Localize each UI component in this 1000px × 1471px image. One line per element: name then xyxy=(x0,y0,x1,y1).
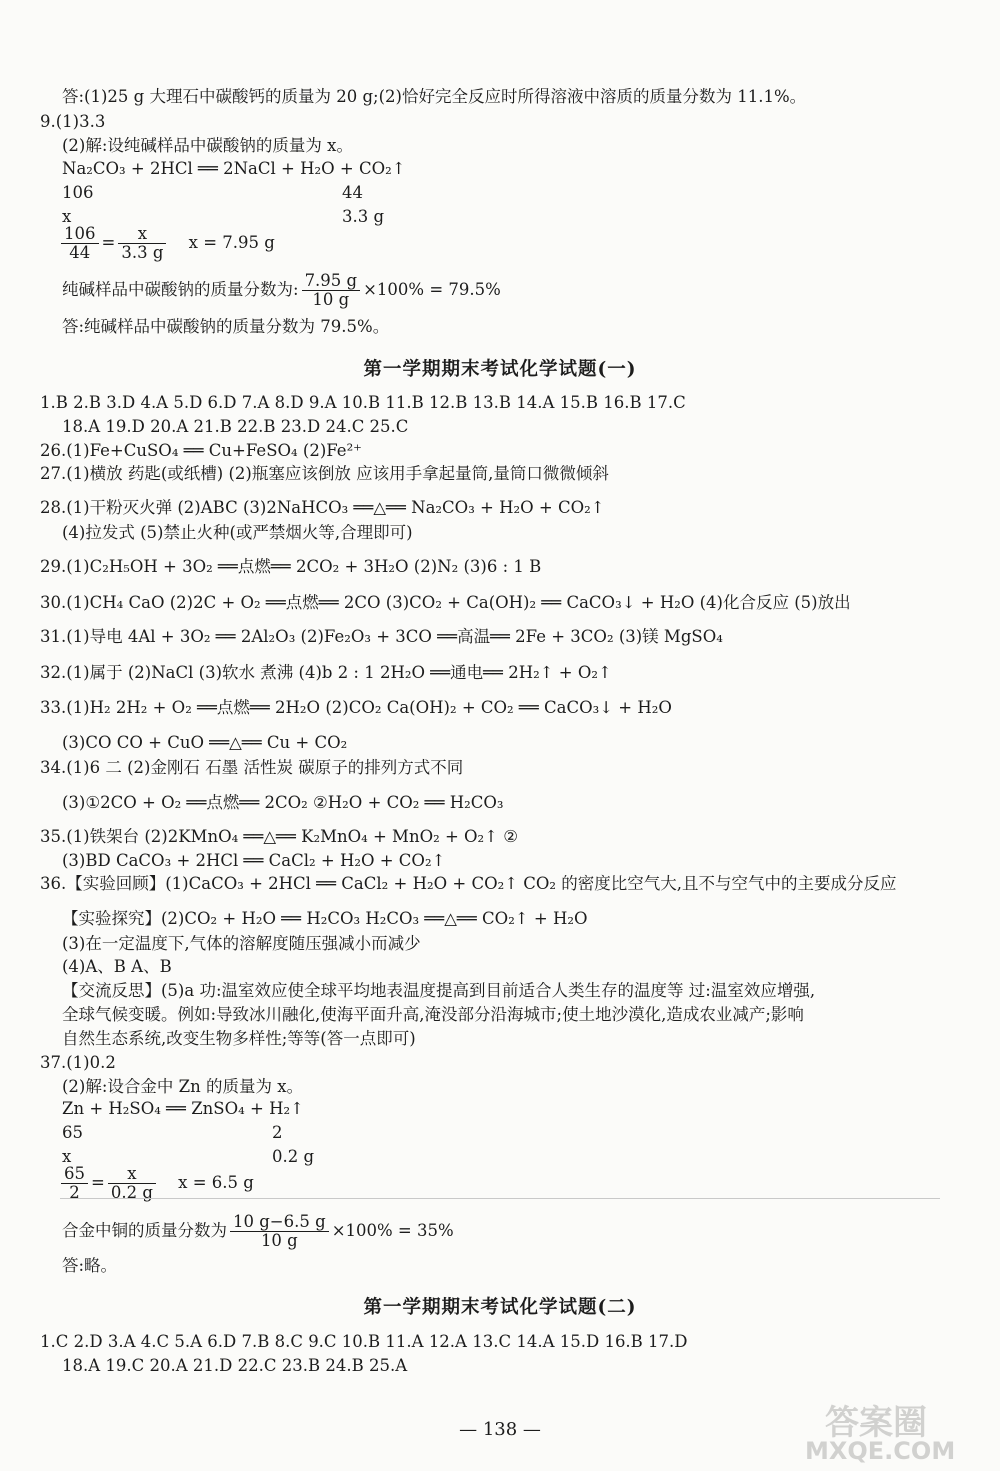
answer-30: 30.(1)CH₄ CaO (2)2C + O₂ ══点燃══ 2CO (3)CO₂ + Ca(OH)₂ ══ CaCO₃↓ + H₂O (4)化合反应 (5)放出 xyxy=(40,593,851,612)
given-right: 0.2 g xyxy=(272,1147,315,1166)
page-number: — 138 — xyxy=(459,1419,541,1440)
answer-line-8: 答:(1)25 g 大理石中碳酸钙的质量为 20 g;(2)恰好完全反应时所得溶液中溶质的质量分数为 11.1%。 xyxy=(62,87,807,106)
result-value: x = 6.5 g xyxy=(178,1173,254,1192)
answer-36-reflect-cont-2: 自然生态系统,改变生物多样性;等等(答一点即可) xyxy=(62,1029,416,1048)
answer-36-part-4: (4)A、B A、B xyxy=(62,957,172,976)
answer-36-reflect: 【交流反思】(5)a 功:温室效应使全球平均地表温度提高到目前适合人类生存的温度等 过:温室效应增强, xyxy=(62,981,816,1000)
unknown-left: x xyxy=(62,207,72,226)
given-right: 3.3 g xyxy=(342,207,385,226)
answer-37-equation: Zn + H₂SO₄ ══ ZnSO₄ + H₂↑ xyxy=(62,1099,304,1118)
result-value: x = 7.95 g xyxy=(188,233,275,252)
equation-line: Na₂CO₃ + 2HCl ══ 2NaCl + H₂O + CO₂↑ xyxy=(62,159,406,178)
answer-31: 31.(1)导电 4Al + 3O₂ ══ 2Al₂O₃ (2)Fe₂O₃ + 3CO ══高温══ 2Fe + 3CO₂ (3)镁 MgSO₄ xyxy=(40,627,723,646)
answer-33-cont: (3)CO CO + CuO ══△══ Cu + CO₂ xyxy=(62,733,348,752)
molar-mass-right: 2 xyxy=(272,1123,283,1142)
answer-36-explore: 【实验探究】(2)CO₂ + H₂O ══ H₂CO₃ H₂CO₃ ══△══ CO₂↑ + H₂O xyxy=(62,909,588,928)
fraction: $\frac{x}{3.3 g}$ xyxy=(118,225,166,262)
answer-36-reflect-cont-1: 全球气候变暖。例如:导致冰川融化,使海平面升高,淹没部分沿海城市;使土地沙漠化,造成农业减产;影响 xyxy=(62,1005,804,1024)
question-9-part-1: 9.(1)3.3 xyxy=(40,112,106,131)
proportion-line: $\frac{65}{2}$ = $\frac{x}{0.2 g}$ x = 6.5 g xyxy=(58,1165,254,1202)
copper-fraction-label: 合金中铜的质量分数为 xyxy=(62,1221,227,1240)
divider xyxy=(60,1198,940,1199)
molar-mass-left: 65 xyxy=(62,1123,83,1142)
answer-37-part-1: 37.(1)0.2 xyxy=(40,1053,116,1072)
mc-answers-row-2: 18.A 19.D 20.A 21.B 22.B 23.D 24.C 25.C xyxy=(62,417,409,436)
answer-35-cont: (3)BD CaCO₃ + 2HCl ══ CaCl₂ + H₂O + CO₂↑ xyxy=(62,851,446,870)
answer-32: 32.(1)属于 (2)NaCl (3)软水 煮沸 (4)b 2 : 1 2H₂O ══通电══ 2H₂↑ + O₂↑ xyxy=(40,663,612,682)
watermark-logo xyxy=(780,1395,990,1465)
mass-fraction-label: 纯碱样品中碳酸钠的质量分数为: xyxy=(62,280,299,299)
answer-37-solution: (2)解:设合金中 Zn 的质量为 x。 xyxy=(62,1077,304,1096)
answer-36: 36.【实验回顾】(1)CaCO₃ + 2HCl ══ CaCl₂ + H₂O + CO₂↑ CO₂ 的密度比空气大,且不与空气中的主要成分反应 xyxy=(40,874,897,893)
answer-29: 29.(1)C₂H₅OH + 3O₂ ══点燃══ 2CO₂ + 3H₂O (2)N₂ (3)6 : 1 B xyxy=(40,557,542,576)
copper-fraction-result: ×100% = 35% xyxy=(331,1221,454,1240)
unknown-left: x xyxy=(62,1147,72,1166)
mc-answers-row-1: 1.B 2.B 3.D 4.A 5.D 6.D 7.A 8.D 9.A 10.B 11.B 12.B 13.B 14.A 15.B 16.B 17.C xyxy=(40,393,686,412)
answer-35: 35.(1)铁架台 (2)2KMnO₄ ══△══ K₂MnO₄ + MnO₂ + O₂↑ ② xyxy=(40,827,519,846)
fraction: $\frac{x}{0.2 g}$ xyxy=(108,1165,156,1202)
answer-26: 26.(1)Fe+CuSO₄ ══ Cu+FeSO₄ (2)Fe²⁺ xyxy=(40,441,362,460)
answer-28-cont: (4)拉发式 (5)禁止火种(或严禁烟火等,合理即可) xyxy=(62,523,413,542)
fraction: $\frac{106}{44}$ xyxy=(61,225,99,262)
answer-33: 33.(1)H₂ 2H₂ + O₂ ══点燃══ 2H₂O (2)CO₂ Ca(OH)₂ + CO₂ ══ CaCO₃↓ + H₂O xyxy=(40,698,672,717)
proportion-line: $\frac{106}{44}$ = $\frac{x}{3.3 g}$ x = 7.95 g xyxy=(58,225,275,262)
answer-27: 27.(1)横放 药匙(或纸槽) (2)瓶塞应该倒放 应该用手拿起量筒,量筒口微微倾斜 xyxy=(40,464,609,483)
answer-line-9: 答:纯碱样品中碳酸钠的质量分数为 79.5%。 xyxy=(62,317,390,336)
mc-answers-row-2: 18.A 19.C 20.A 21.D 22.C 23.B 24.B 25.A xyxy=(62,1356,408,1375)
molar-mass-right: 44 xyxy=(342,183,363,202)
fraction: $\frac{7.95 g}{10 g}$ xyxy=(302,272,361,309)
answer-28: 28.(1)干粉灭火弹 (2)ABC (3)2NaHCO₃ ══△══ Na₂CO₃ + H₂O + CO₂↑ xyxy=(40,498,605,517)
answer-36-part-3: (3)在一定温度下,气体的溶解度随压强减小而减少 xyxy=(62,934,421,953)
watermark-url: MXQE.COM xyxy=(805,1437,956,1465)
molar-mass-left: 106 xyxy=(62,183,94,202)
watermark-text: 答案圈 xyxy=(825,1403,927,1443)
fraction: $\frac{10 g-6.5 g}{10 g}$ xyxy=(230,1213,329,1250)
mass-fraction-result: ×100% = 79.5% xyxy=(363,280,501,299)
fraction: $\frac{65}{2}$ xyxy=(61,1165,88,1202)
answer-37-final: 答:略。 xyxy=(62,1256,118,1275)
answer-34: 34.(1)6 二 (2)金刚石 石墨 活性炭 碳原子的排列方式不同 xyxy=(40,758,464,777)
answer-34-cont: (3)①2CO + O₂ ══点燃══ 2CO₂ ②H₂O + CO₂ ══ H₂CO₃ xyxy=(62,793,504,812)
mc-answers-row-1: 1.C 2.D 3.A 4.C 5.A 6.D 7.B 8.C 9.C 10.B 11.A 12.A 13.C 14.A 15.D 16.B 17.D xyxy=(40,1332,688,1351)
section-heading-1: 第一学期期末考试化学试题(一) xyxy=(363,359,637,380)
solution-line: (2)解:设纯碱样品中碳酸钠的质量为 x。 xyxy=(62,136,353,155)
section-heading-2: 第一学期期末考试化学试题(二) xyxy=(363,1297,637,1318)
copper-fraction-line xyxy=(62,1213,454,1250)
mass-fraction-line xyxy=(62,272,501,309)
